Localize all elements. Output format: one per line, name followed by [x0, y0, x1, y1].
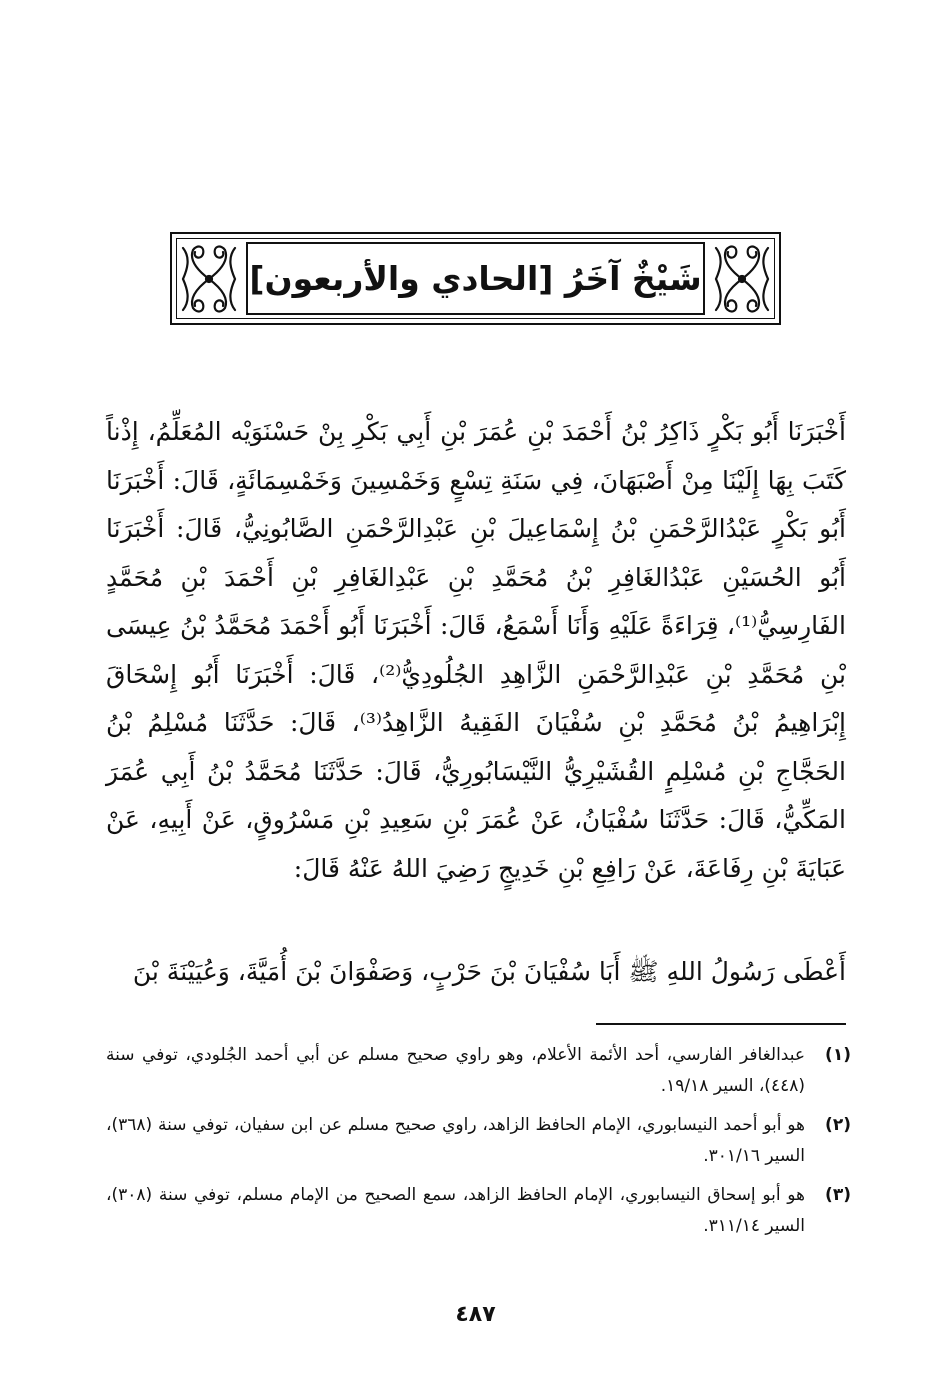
footnote-item — [106, 1110, 851, 1172]
floral-ornament-left-svg — [179, 240, 239, 318]
footnote-text: هو أبو إسحاق النيسابوري، الإمام الحافظ الزاهد، سمع الصحيح من الإمام مسلم، توفي سنة (٣٠٨)، السير ٣١١/١٤. — [106, 1185, 805, 1236]
footnote-number: (١) — [825, 1045, 851, 1065]
isnad-paragraph: أَخْبَرَنَا أَبُو بَكْرٍ ذَاكِرُ بْنُ أَحْمَدَ بْنِ عُمَرَ بْنِ أَبِي بَكْرِ بِنْ حَسْنَوَيْه المُعَلِّمُ، إِذْناً كَتَبَ بِهَا إِلَيْنَا مِنْ أَصْبَهَانَ، فِي سَنَةِ تِسْعٍ وَخَمْسِينَ وَخَمْسِمَائَةٍ، قَالَ: أَخْبَرَنَا أَبُو بَكْرٍ عَبْدُالرَّحْمَنِ بْنُ إِسْمَاعِيلَ بْنِ عَبْدِالرَّحْمَنِ الصَّابُونِيُّ، قَالَ: أَخْبَرَنَا أَبُو الحُسَيْنِ عَبْدُالغَافِرِ بْنُ مُحَمَّدِ بْنِ عَبْدِالغَافِرِ بْنِ أَحْمَدَ بْنِ مُحَمَّدٍ الفَارِسِيُّ⁽¹⁾، قِرَاءَةً عَلَيْهِ وَأَنَا أَسْمَعُ، قَالَ: أَخْبَرَنَا أَبُو أَحْمَدَ مُحَمَّدُ بْنُ عِيسَى بْنِ مُحَمَّدِ بْنِ عَبْدِالرَّحْمَنِ الزَّاهِدِ الجُلُودِيُّ⁽²⁾، قَالَ: أَخْبَرَنَا أَبُو إِسْحَاقَ إِبْرَاهِيمُ بْنُ مُحَمَّدِ بْنِ سُفْيَانَ الفَقِيهُ الزَّاهِدُ⁽³⁾، قَالَ: حَدَّثَنَا مُسْلِمُ بْنُ الحَجَّاجِ بْنِ مُسْلِمٍ القُشَيْرِيُّ النَّيْسَابُورِيُّ، قَالَ: حَدَّثَنَا مُحَمَّدُ بْنُ أَبِي عُمَرَ المَكِّيُّ، قَالَ: حَدَّثَنَا سُفْيَانُ، عَنْ عُمَرَ بْنِ سَعِيدِ بْنِ مَسْرُوقٍ، عَنْ أَبِيهِ، عَنْ عَبَايَةَ بْنِ رِفَاعَةَ، عَنْ رَافِعِ بْنِ خَدِيجٍ رَضِيَ اللهُ عَنْهُ قَالَ: — [106, 417, 846, 883]
footnote-separator — [596, 1023, 846, 1025]
hadith-text: أَعْطَى رَسُولُ اللهِ ﷺ أَبَا سُفْيَانَ بْنَ حَرْبٍ، وَصَفْوَانَ بْنَ أُمَيَّةَ، وَعُيَيْنَةَ بْنَ — [132, 957, 846, 986]
footnote-text: عبدالغافر الفارسي، أحد الأئمة الأعلام، وهو راوي صحيح مسلم عن أبي أحمد الجُلودي، توفي سنة (٤٤٨)، السير ١٩/١٨. — [106, 1045, 805, 1096]
footnote-number: (٢) — [825, 1115, 851, 1135]
footnotes-list — [106, 1040, 851, 1250]
chapter-title-frame — [170, 232, 781, 325]
floral-ornament-icon — [705, 234, 779, 323]
page-number: ٤٨٧ — [455, 1302, 496, 1327]
chapter-title: شَيْخٌ آخَرُ [الحادي والأربعون] — [249, 259, 702, 298]
footnote-item — [106, 1180, 851, 1242]
footnote-text: هو أبو أحمد النيسابوري، الإمام الحافظ الزاهد، راوي صحيح مسلم عن ابن سفيان، توفي سنة (٣٦٨)، السير ٣٠١/١٦. — [106, 1115, 805, 1166]
chapter-title-box — [246, 242, 705, 315]
floral-ornament-right-svg — [712, 240, 772, 318]
footnote-item — [106, 1040, 851, 1102]
footnote-number: (٣) — [825, 1185, 851, 1205]
floral-ornament-icon — [172, 234, 246, 323]
